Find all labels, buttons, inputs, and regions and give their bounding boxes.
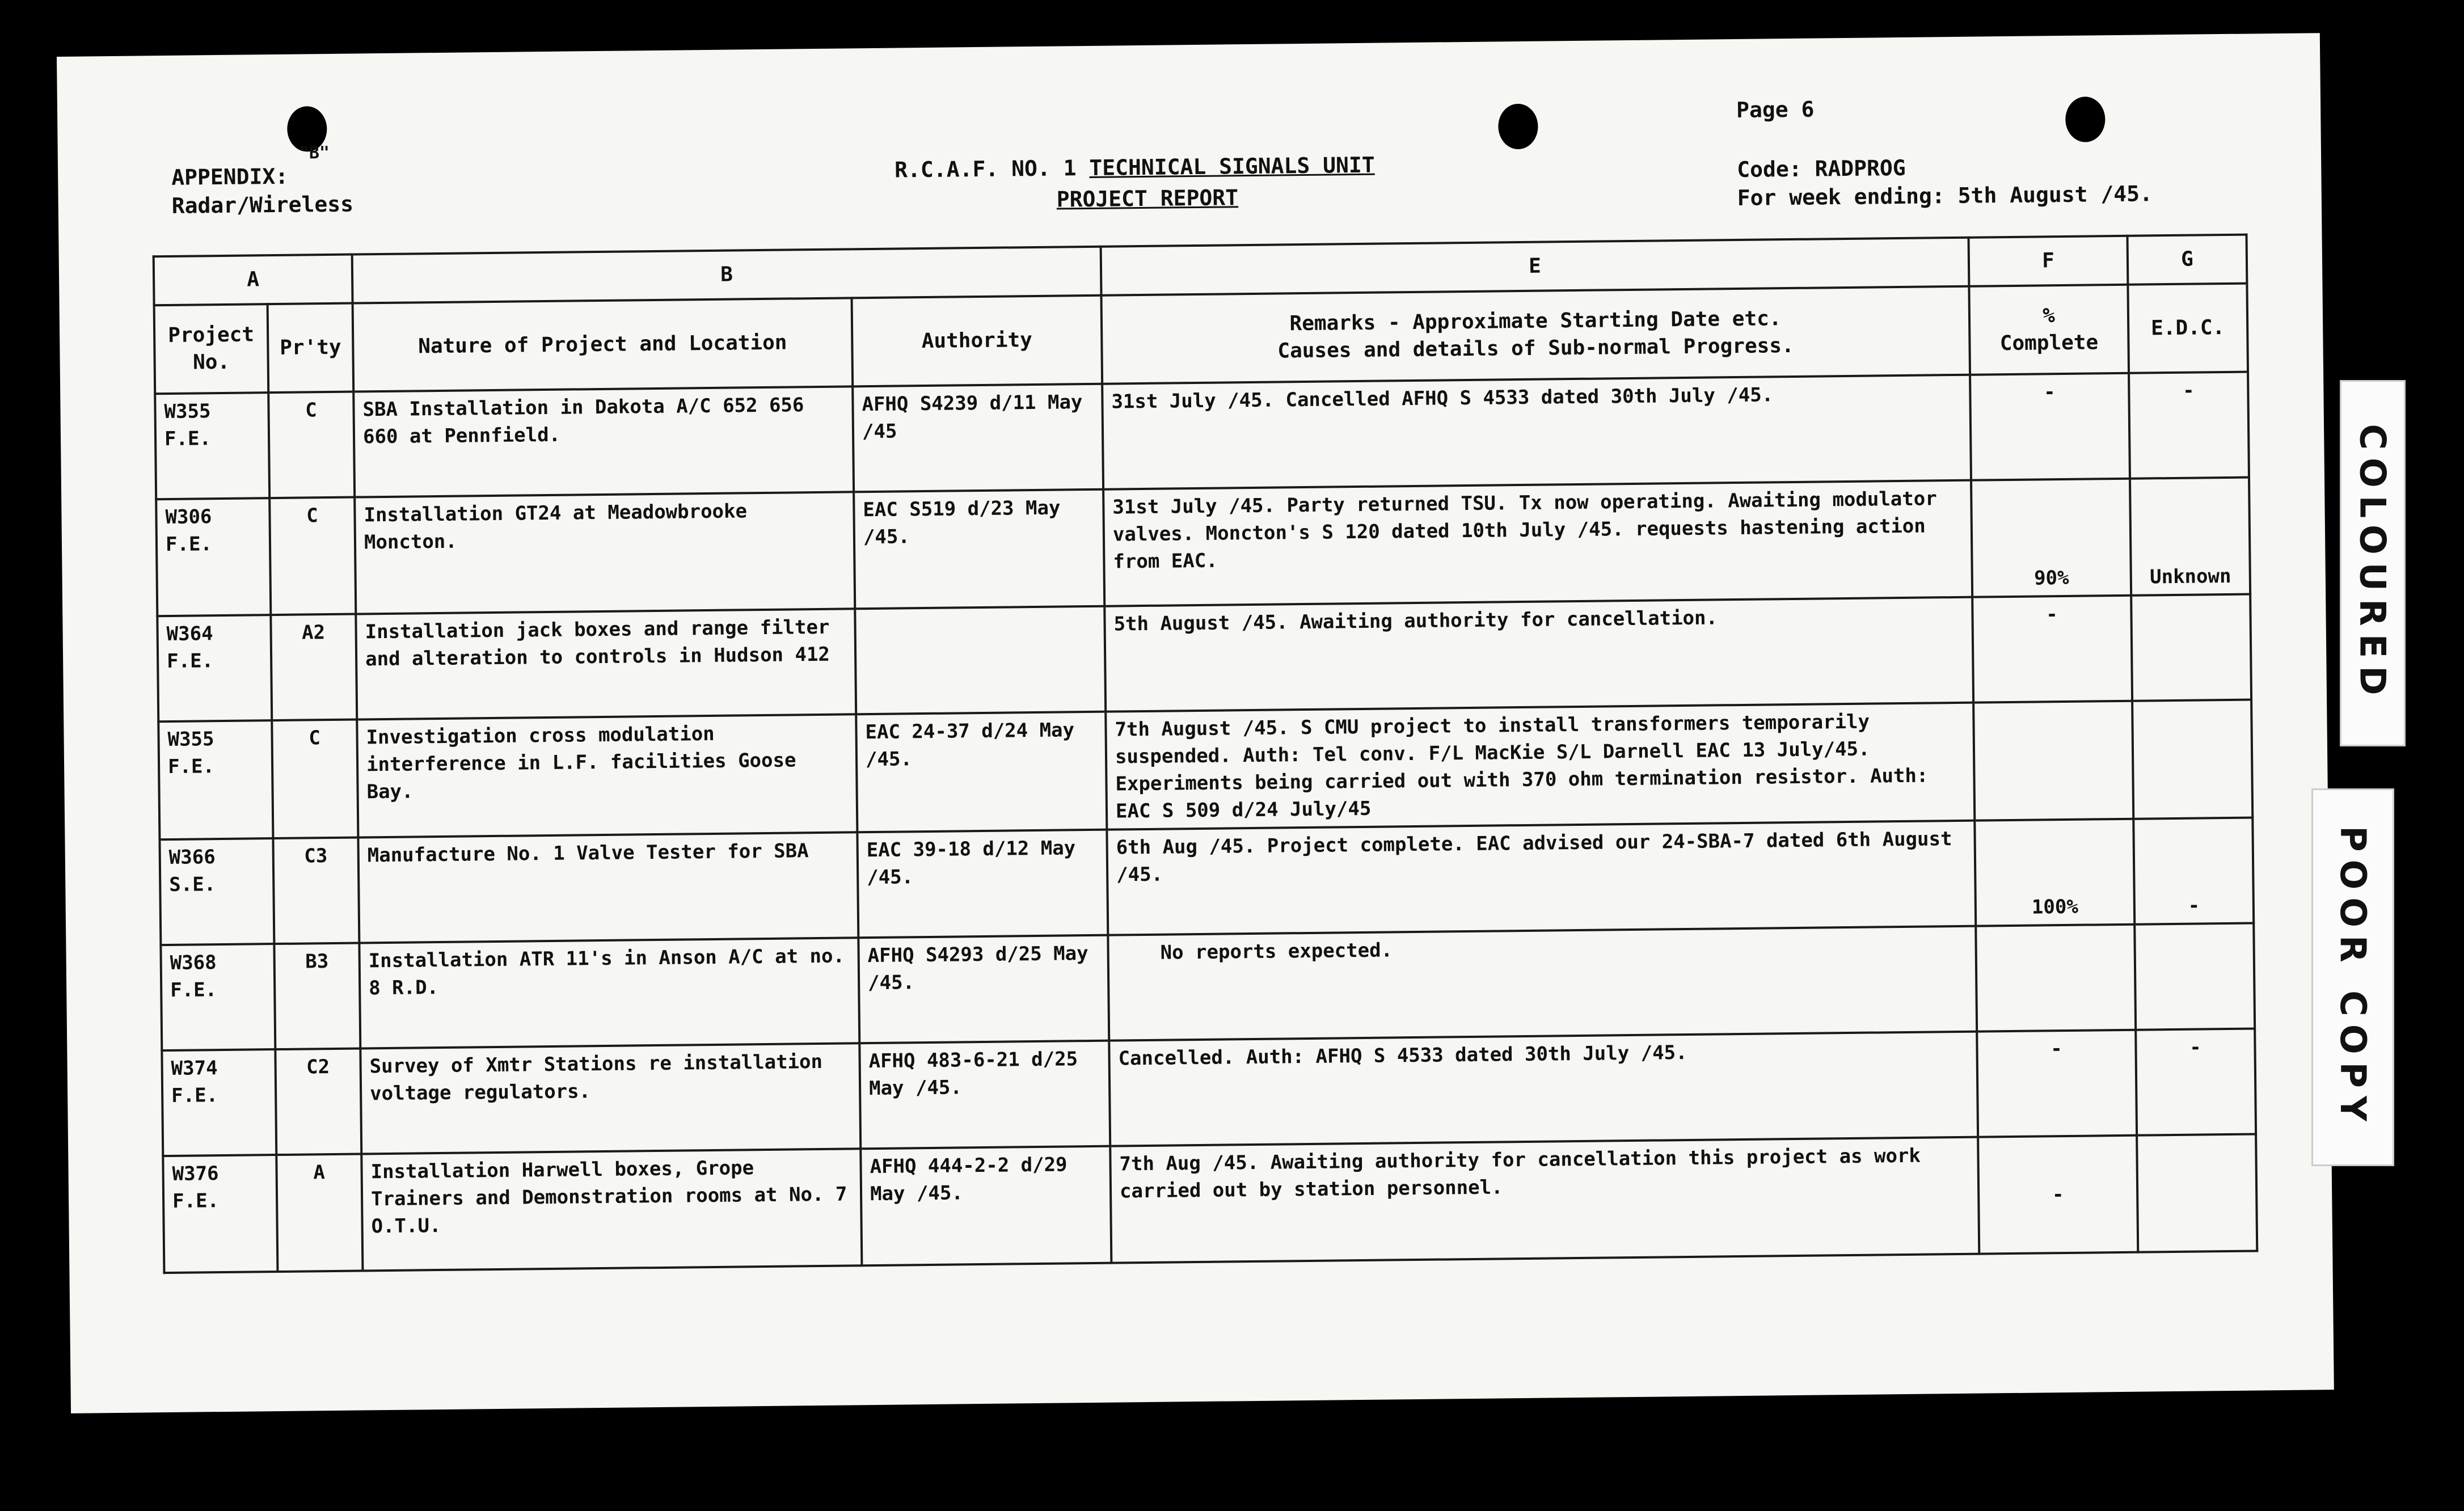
priority-cell: C3 (273, 838, 359, 944)
project-no-cell: W355 F.E. (155, 392, 269, 499)
remarks-cell: 7th August /45. S CMU project to install transformers temporarily suspended. Auth: Tel conv. F/L MacKie S/L Darnell EAC 13 July/45. Experiments being carried out with 370 ohm termination resistor. Auth: EAC S 509 d/24 July/45 (1106, 703, 1974, 830)
edc-cell: Unknown (2130, 478, 2250, 596)
priority-header: Pr'ty (268, 303, 354, 393)
authority-cell: EAC 24-37 d/24 May /45. (856, 712, 1107, 833)
authority-cell: AFHQ S4239 d/11 May /45 (853, 384, 1103, 492)
code-label: Code: RADPROG (1737, 155, 1906, 182)
project-no-cell: W306 F.E. (156, 498, 271, 616)
authority-cell: EAC 39-18 d/12 May /45. (857, 830, 1108, 938)
remarks-header-line2: Causes and details of Sub-normal Progress. (1277, 334, 1794, 363)
complete-label: Complete (1999, 331, 2099, 356)
unit-name: TECHNICAL SIGNALS UNIT (1089, 152, 1375, 180)
complete-cell: - (1972, 596, 2132, 703)
percent-symbol: % (2042, 304, 2056, 328)
nature-header: Nature of Project and Location (353, 298, 853, 391)
complete-header (1969, 285, 2129, 375)
group-f-header: F (1969, 236, 2128, 286)
edc-cell: - (2133, 818, 2254, 925)
authority-cell: AFHQ S4293 d/25 May /45. (858, 935, 1109, 1044)
unit-prefix: R.C.A.F. NO. 1 (894, 155, 1077, 183)
priority-cell: C2 (275, 1048, 361, 1155)
coloured-tab-label: COLOURED (2352, 423, 2394, 703)
document-page (57, 33, 2334, 1413)
week-ending: For week ending: 5th August /45. (1737, 181, 2153, 210)
authority-cell (855, 606, 1106, 715)
unit-title (895, 151, 1375, 184)
remarks-cell: 7th Aug /45. Awaiting authority for cancellation this project as work carried out by station personnel. (1110, 1137, 1979, 1263)
nature-cell: Investigation cross modulation interference in L.F. facilities Goose Bay. (357, 714, 857, 837)
appendix-label: APPENDIX: (171, 163, 289, 190)
complete-cell: - (1978, 1136, 2138, 1254)
coloured-tab (2340, 380, 2406, 746)
group-b-header: B (352, 247, 1102, 303)
edc-cell (2137, 1134, 2257, 1252)
authority-header: Authority (852, 296, 1103, 387)
priority-cell: C (272, 720, 358, 839)
remarks-cell: Cancelled. Auth: AFHQ S 4533 dated 30th July /45. (1109, 1032, 1978, 1146)
priority-cell: A (276, 1154, 362, 1272)
edc-cell: - (2136, 1029, 2256, 1136)
priority-cell: C (269, 497, 356, 615)
project-table (153, 234, 2259, 1274)
table-row (156, 478, 2250, 617)
authority-cell: AFHQ 444-2-2 d/29 May /45. (860, 1146, 1111, 1266)
project-no-cell: W376 F.E. (163, 1155, 277, 1273)
punch-hole (2065, 96, 2106, 142)
report-title: PROJECT REPORT (1056, 185, 1239, 212)
project-no-cell: W366 S.E. (159, 838, 274, 945)
project-no-header: Project No. (154, 304, 269, 394)
priority-cell: A2 (271, 614, 357, 721)
edc-cell (2134, 923, 2255, 1030)
edc-cell (2131, 594, 2251, 701)
remarks-cell: No reports expected. (1108, 926, 1977, 1041)
group-a-header: A (154, 255, 353, 306)
remarks-cell: 5th August /45. Awaiting authority for cancellation. (1104, 597, 1973, 712)
complete-cell (1973, 701, 2133, 821)
complete-cell: - (1970, 373, 2130, 480)
nature-cell: SBA Installation in Dakota A/C 652 656 660 at Pennfield. (353, 386, 854, 497)
page-number: Page 6 (1736, 96, 1815, 123)
remarks-cell: 31st July /45. Party returned TSU. Tx now operating. Awaiting modulator valves. Moncton's S 120 dated 10th July /45. requests hastening action from EAC. (1103, 480, 1972, 606)
project-no-cell: W368 F.E. (161, 944, 275, 1050)
authority-cell: AFHQ 483-6-21 d/25 May /45. (859, 1041, 1110, 1149)
complete-cell: 90% (1971, 479, 2131, 597)
nature-cell: Installation jack boxes and range filter and alteration to controls in Hudson 412 (356, 609, 856, 719)
project-no-cell: W374 F.E. (162, 1049, 276, 1156)
nature-cell: Survey of Xmtr Stations re installation voltage regulators. (360, 1043, 860, 1154)
department-label: Radar/Wireless (171, 191, 354, 218)
group-e-header: E (1101, 238, 1969, 296)
remarks-cell: 31st July /45. Cancelled AFHQ S 4533 dated 30th July /45. (1102, 375, 1971, 489)
table-row (158, 700, 2252, 840)
nature-cell: Installation GT24 at Meadowbrooke Moncton. (355, 492, 855, 614)
complete-cell: - (1977, 1030, 2137, 1137)
remarks-cell: 6th Aug /45. Project complete. EAC advised our 24-SBA-7 dated 6th August /45. (1107, 821, 1976, 935)
punch-hole (1498, 104, 1538, 150)
nature-cell: Installation Harwell boxes, Grope Trainers and Demonstration rooms at No. 7 O.T.U. (361, 1149, 862, 1271)
edc-header: E.D.C. (2128, 284, 2248, 373)
poor-copy-tab (2311, 788, 2394, 1166)
remarks-header (1102, 286, 1971, 384)
nature-cell: Installation ATR 11's in Anson A/C at no. 8 R.D. (359, 938, 859, 1048)
complete-cell (1976, 925, 2136, 1032)
priority-cell: B3 (274, 943, 360, 1050)
authority-cell: EAC S519 d/23 May /45. (854, 489, 1104, 609)
priority-cell: C (268, 392, 355, 499)
edc-cell (2132, 700, 2252, 819)
group-g-header: G (2128, 235, 2247, 285)
remarks-header-line1: Remarks - Approximate Starting Date etc. (1289, 307, 1782, 336)
project-no-cell: W355 F.E. (158, 720, 273, 839)
table-row (163, 1134, 2257, 1273)
nature-cell: Manufacture No. 1 Valve Tester for SBA (358, 832, 858, 943)
project-no-cell: W364 F.E. (157, 615, 272, 721)
edc-cell: - (2129, 372, 2249, 479)
complete-cell: 100% (1974, 819, 2134, 926)
appendix-mark: "B" (298, 142, 330, 163)
poor-copy-tab-label: POOR COPY (2332, 825, 2374, 1129)
